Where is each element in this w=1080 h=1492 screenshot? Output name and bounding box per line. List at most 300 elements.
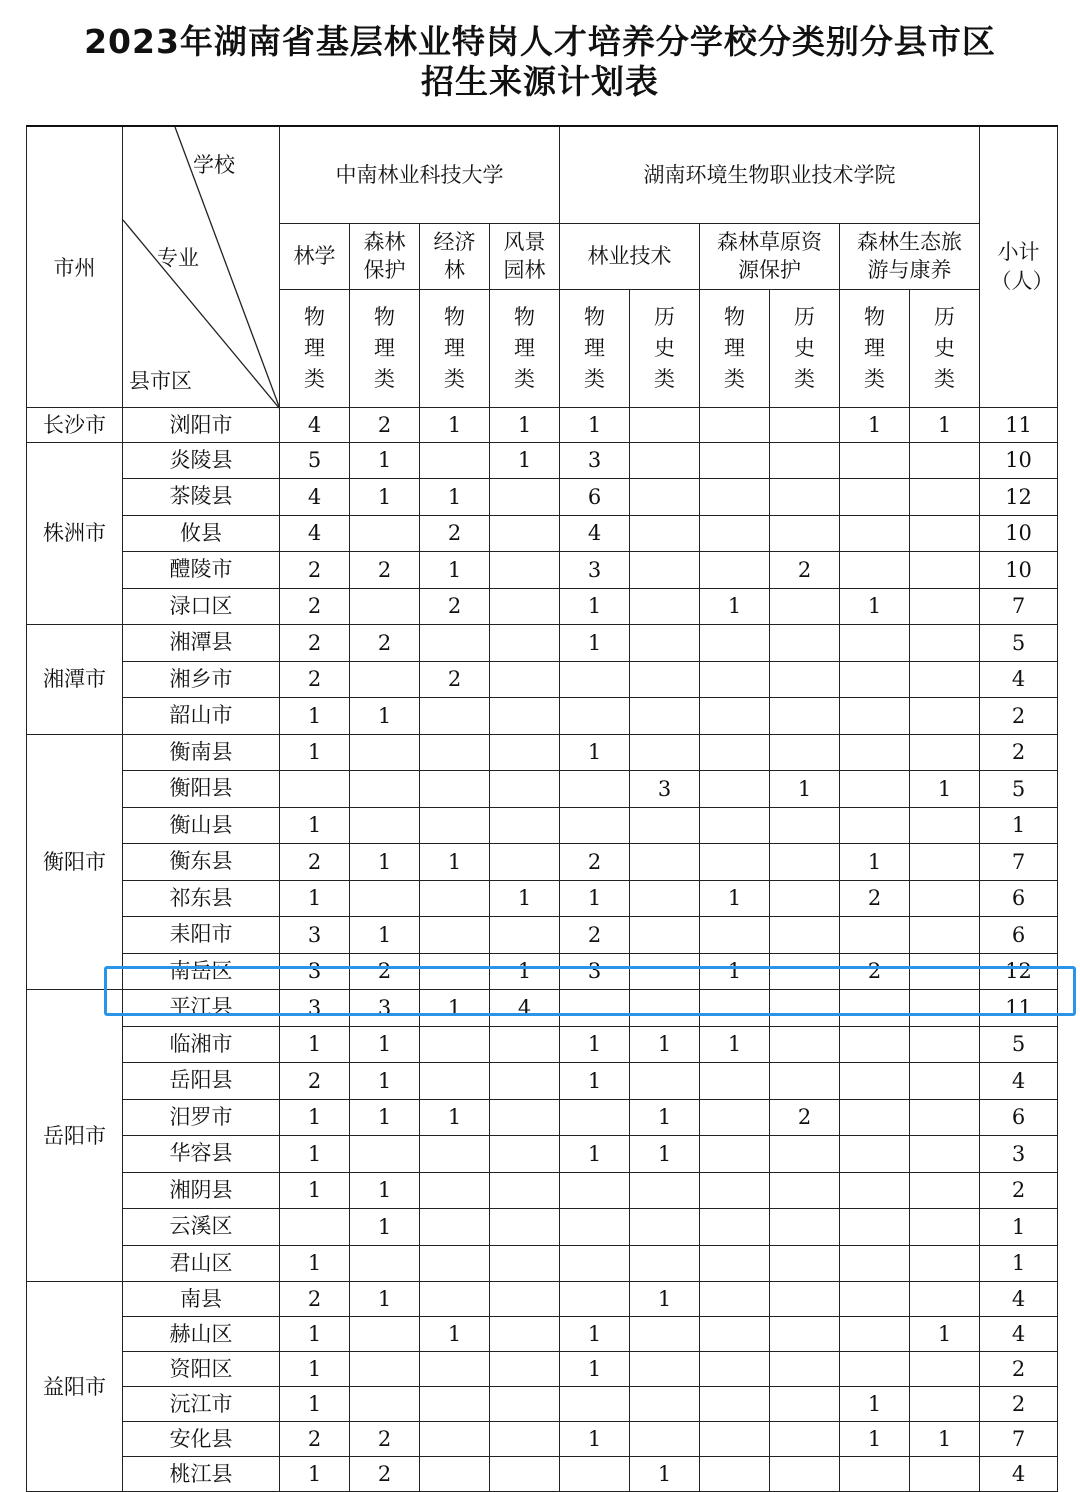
header-major-forestry-tech: 林业技术 (560, 223, 700, 289)
value-cell (420, 1245, 490, 1282)
value-cell: 1 (840, 1387, 910, 1422)
value-cell (910, 698, 980, 735)
table-row (27, 661, 1058, 698)
value-cell: 1 (560, 734, 630, 771)
value-cell: 2 (280, 1063, 350, 1100)
county-cell: 平江县 (123, 990, 280, 1027)
value-cell (910, 1352, 980, 1387)
value-cell (700, 917, 770, 954)
value-cell (910, 1172, 980, 1209)
value-cell (490, 734, 560, 771)
table-row (27, 734, 1058, 771)
table-body (27, 407, 1058, 1492)
value-cell: 2 (350, 1457, 420, 1492)
value-cell (770, 1352, 840, 1387)
value-cell: 2 (840, 953, 910, 990)
value-cell (490, 1172, 560, 1209)
table-row (27, 588, 1058, 625)
table-row (27, 1136, 1058, 1173)
value-cell (350, 734, 420, 771)
table-row (27, 1317, 1058, 1352)
value-cell (700, 1172, 770, 1209)
value-cell (630, 844, 700, 881)
subtotal-cell: 5 (980, 625, 1058, 662)
header-major-landscape: 风景园林 (490, 223, 560, 289)
value-cell: 4 (280, 479, 350, 516)
value-cell: 1 (630, 1136, 700, 1173)
value-cell (770, 1172, 840, 1209)
value-cell (840, 917, 910, 954)
table-row (27, 1245, 1058, 1282)
value-cell (840, 771, 910, 808)
value-cell (420, 1422, 490, 1457)
diag-label-school: 学校 (193, 153, 235, 177)
value-cell (910, 1136, 980, 1173)
subtotal-cell: 4 (980, 1063, 1058, 1100)
subtotal-cell: 2 (980, 734, 1058, 771)
value-cell: 1 (700, 1026, 770, 1063)
value-cell (700, 1063, 770, 1100)
header-major-forestry: 林学 (280, 223, 350, 289)
value-cell: 1 (280, 1172, 350, 1209)
value-cell (630, 661, 700, 698)
header-cat-hist: 历史类 (630, 289, 700, 407)
subtotal-cell: 2 (980, 698, 1058, 735)
subtotal-cell: 5 (980, 771, 1058, 808)
value-cell (700, 1352, 770, 1387)
value-cell: 2 (560, 844, 630, 881)
value-cell (560, 1457, 630, 1492)
table-row (27, 479, 1058, 516)
value-cell (490, 771, 560, 808)
county-cell: 临湘市 (123, 1026, 280, 1063)
value-cell (630, 407, 700, 442)
header-cat-phys: 物理类 (280, 289, 350, 407)
value-cell: 1 (560, 1026, 630, 1063)
city-cell: 衡阳市 (27, 734, 123, 990)
subtotal-cell: 12 (980, 479, 1058, 516)
value-cell: 1 (350, 917, 420, 954)
value-cell: 1 (840, 844, 910, 881)
county-cell: 南岳区 (123, 953, 280, 990)
value-cell (420, 917, 490, 954)
table-row (27, 1209, 1058, 1246)
table-row (27, 844, 1058, 881)
city-cell: 益阳市 (27, 1282, 123, 1492)
value-cell (770, 661, 840, 698)
value-cell (770, 1136, 840, 1173)
value-cell: 3 (560, 552, 630, 589)
subtotal-cell: 1 (980, 1209, 1058, 1246)
table-row (27, 552, 1058, 589)
value-cell (350, 1387, 420, 1422)
value-cell (840, 1026, 910, 1063)
value-cell: 1 (560, 880, 630, 917)
value-cell (490, 1063, 560, 1100)
county-cell: 祁东县 (123, 880, 280, 917)
value-cell (350, 1136, 420, 1173)
value-cell (840, 1136, 910, 1173)
value-cell (420, 1209, 490, 1246)
value-cell: 1 (630, 1457, 700, 1492)
value-cell: 4 (280, 407, 350, 442)
value-cell: 1 (770, 771, 840, 808)
value-cell (490, 1282, 560, 1317)
value-cell (560, 1172, 630, 1209)
value-cell (350, 588, 420, 625)
value-cell (910, 515, 980, 552)
value-cell (490, 1026, 560, 1063)
value-cell: 1 (560, 1422, 630, 1457)
value-cell (630, 479, 700, 516)
value-cell (490, 661, 560, 698)
value-cell: 1 (560, 625, 630, 662)
value-cell: 3 (280, 990, 350, 1027)
value-cell (420, 1352, 490, 1387)
value-cell (910, 734, 980, 771)
value-cell: 1 (280, 880, 350, 917)
value-cell: 3 (560, 953, 630, 990)
value-cell (910, 1026, 980, 1063)
diag-label-county: 县市区 (129, 369, 192, 393)
value-cell (910, 588, 980, 625)
value-cell (630, 807, 700, 844)
value-cell (770, 1245, 840, 1282)
value-cell (490, 1317, 560, 1352)
value-cell (420, 1172, 490, 1209)
header-cat-phys: 物理类 (350, 289, 420, 407)
header-cat-phys: 物理类 (700, 289, 770, 407)
table-row (27, 625, 1058, 662)
table-row (27, 1282, 1058, 1317)
value-cell (630, 515, 700, 552)
value-cell: 1 (420, 1317, 490, 1352)
value-cell: 2 (280, 844, 350, 881)
value-cell: 1 (700, 588, 770, 625)
county-cell: 衡东县 (123, 844, 280, 881)
value-cell (770, 844, 840, 881)
value-cell (700, 1457, 770, 1492)
value-cell (840, 1209, 910, 1246)
value-cell (420, 1063, 490, 1100)
city-cell: 湘潭市 (27, 625, 123, 735)
value-cell (490, 844, 560, 881)
county-cell: 湘阴县 (123, 1172, 280, 1209)
value-cell: 1 (280, 1387, 350, 1422)
table-row (27, 1172, 1058, 1209)
value-cell: 4 (560, 515, 630, 552)
subtotal-cell: 6 (980, 1099, 1058, 1136)
table-row (27, 771, 1058, 808)
table-row (27, 1063, 1058, 1100)
value-cell (910, 1063, 980, 1100)
value-cell: 1 (350, 1026, 420, 1063)
county-cell: 湘潭县 (123, 625, 280, 662)
value-cell: 2 (420, 661, 490, 698)
value-cell: 5 (280, 442, 350, 479)
subtotal-cell: 6 (980, 880, 1058, 917)
value-cell (700, 807, 770, 844)
value-cell (840, 807, 910, 844)
subtotal-cell: 10 (980, 442, 1058, 479)
value-cell: 1 (280, 1352, 350, 1387)
value-cell: 2 (280, 625, 350, 662)
value-cell: 1 (350, 479, 420, 516)
diagonal-header-cell (123, 126, 280, 407)
value-cell (840, 479, 910, 516)
value-cell (490, 552, 560, 589)
header-major-economic-forest: 经济林 (420, 223, 490, 289)
value-cell (700, 844, 770, 881)
value-cell (490, 1352, 560, 1387)
value-cell (700, 1282, 770, 1317)
value-cell: 1 (280, 1136, 350, 1173)
value-cell: 1 (280, 1245, 350, 1282)
value-cell (700, 1317, 770, 1352)
value-cell: 1 (350, 1099, 420, 1136)
value-cell (840, 442, 910, 479)
subtotal-cell: 7 (980, 844, 1058, 881)
value-cell: 1 (280, 1317, 350, 1352)
table-row (27, 1099, 1058, 1136)
county-cell: 华容县 (123, 1136, 280, 1173)
value-cell (700, 552, 770, 589)
value-cell: 3 (350, 990, 420, 1027)
value-cell: 1 (280, 734, 350, 771)
city-cell: 岳阳市 (27, 990, 123, 1282)
title-line-2: 招生来源计划表 (421, 62, 659, 101)
value-cell: 2 (560, 917, 630, 954)
value-cell: 2 (350, 407, 420, 442)
value-cell: 1 (350, 844, 420, 881)
value-cell (840, 625, 910, 662)
value-cell: 1 (910, 407, 980, 442)
value-cell (490, 1209, 560, 1246)
value-cell (630, 1352, 700, 1387)
value-cell: 1 (840, 588, 910, 625)
value-cell: 1 (420, 479, 490, 516)
value-cell (560, 1282, 630, 1317)
table-row (27, 407, 1058, 442)
value-cell: 3 (280, 917, 350, 954)
header-cat-phys: 物理类 (840, 289, 910, 407)
value-cell (770, 1209, 840, 1246)
subtotal-cell: 10 (980, 552, 1058, 589)
value-cell (280, 1209, 350, 1246)
value-cell (910, 625, 980, 662)
value-cell (910, 807, 980, 844)
value-cell (560, 1099, 630, 1136)
subtotal-cell: 4 (980, 661, 1058, 698)
county-cell: 岳阳县 (123, 1063, 280, 1100)
value-cell (770, 1282, 840, 1317)
county-cell: 醴陵市 (123, 552, 280, 589)
header-cat-phys: 物理类 (490, 289, 560, 407)
value-cell: 2 (420, 515, 490, 552)
value-cell (700, 1099, 770, 1136)
value-cell: 1 (490, 880, 560, 917)
value-cell (630, 1209, 700, 1246)
value-cell: 1 (350, 1063, 420, 1100)
value-cell (630, 1387, 700, 1422)
value-cell (770, 1422, 840, 1457)
value-cell (420, 1457, 490, 1492)
value-cell (910, 1209, 980, 1246)
county-cell: 衡山县 (123, 807, 280, 844)
value-cell: 1 (280, 1099, 350, 1136)
header-cat-hist: 历史类 (910, 289, 980, 407)
value-cell (630, 1422, 700, 1457)
county-cell: 沅江市 (123, 1387, 280, 1422)
value-cell: 1 (630, 1282, 700, 1317)
county-cell: 南县 (123, 1282, 280, 1317)
city-cell: 长沙市 (27, 407, 123, 442)
subtotal-cell: 1 (980, 807, 1058, 844)
subtotal-cell: 10 (980, 515, 1058, 552)
value-cell (420, 625, 490, 662)
value-cell (700, 479, 770, 516)
value-cell (630, 625, 700, 662)
value-cell: 2 (350, 552, 420, 589)
value-cell (700, 698, 770, 735)
value-cell (840, 698, 910, 735)
value-cell (350, 515, 420, 552)
subtotal-cell: 11 (980, 990, 1058, 1027)
county-cell: 君山区 (123, 1245, 280, 1282)
value-cell (770, 588, 840, 625)
value-cell (770, 625, 840, 662)
value-cell (840, 1282, 910, 1317)
subtotal-cell: 2 (980, 1387, 1058, 1422)
value-cell: 2 (770, 1099, 840, 1136)
value-cell: 1 (560, 1063, 630, 1100)
county-cell: 浏阳市 (123, 407, 280, 442)
table-row (27, 1352, 1058, 1387)
value-cell (560, 807, 630, 844)
value-cell (630, 442, 700, 479)
county-cell: 炎陵县 (123, 442, 280, 479)
value-cell (350, 661, 420, 698)
value-cell (840, 1172, 910, 1209)
enrollment-plan-table (26, 125, 1058, 1492)
value-cell: 1 (350, 442, 420, 479)
value-cell (700, 515, 770, 552)
value-cell (770, 442, 840, 479)
value-cell (630, 552, 700, 589)
value-cell (630, 1245, 700, 1282)
subtotal-cell: 2 (980, 1172, 1058, 1209)
county-cell: 资阳区 (123, 1352, 280, 1387)
value-cell (560, 1387, 630, 1422)
header-major-forest-protection: 森林保护 (350, 223, 420, 289)
value-cell (770, 407, 840, 442)
value-cell: 1 (840, 407, 910, 442)
subtotal-cell: 4 (980, 1457, 1058, 1492)
value-cell (840, 1352, 910, 1387)
table-row (27, 698, 1058, 735)
value-cell (490, 1387, 560, 1422)
value-cell (910, 552, 980, 589)
value-cell (840, 1099, 910, 1136)
value-cell: 3 (560, 442, 630, 479)
value-cell: 1 (420, 552, 490, 589)
value-cell: 2 (350, 625, 420, 662)
value-cell (770, 1026, 840, 1063)
value-cell: 1 (350, 698, 420, 735)
table-row (27, 1026, 1058, 1063)
table-row (27, 515, 1058, 552)
value-cell (770, 917, 840, 954)
value-cell (420, 880, 490, 917)
value-cell (630, 698, 700, 735)
value-cell: 2 (280, 588, 350, 625)
value-cell (490, 807, 560, 844)
value-cell (420, 698, 490, 735)
value-cell (840, 734, 910, 771)
subtotal-cell: 6 (980, 917, 1058, 954)
value-cell: 1 (490, 953, 560, 990)
value-cell: 1 (560, 1317, 630, 1352)
value-cell: 1 (560, 407, 630, 442)
value-cell: 1 (560, 1352, 630, 1387)
value-cell: 2 (350, 1422, 420, 1457)
value-cell (770, 880, 840, 917)
subtotal-cell: 7 (980, 1422, 1058, 1457)
header-school-hnebp: 湖南环境生物职业技术学院 (560, 126, 980, 223)
value-cell: 4 (490, 990, 560, 1027)
value-cell (490, 515, 560, 552)
value-cell: 2 (280, 661, 350, 698)
value-cell: 1 (560, 588, 630, 625)
header-school-csuft: 中南林业科技大学 (280, 126, 560, 223)
subtotal-cell: 4 (980, 1282, 1058, 1317)
value-cell: 1 (420, 990, 490, 1027)
header-subtotal: 小计（人） (980, 126, 1058, 407)
value-cell (910, 479, 980, 516)
value-cell: 1 (700, 880, 770, 917)
value-cell: 2 (840, 880, 910, 917)
value-cell: 2 (770, 552, 840, 589)
value-cell (630, 880, 700, 917)
value-cell (350, 807, 420, 844)
value-cell (490, 1099, 560, 1136)
table-row (27, 1457, 1058, 1492)
value-cell (490, 1245, 560, 1282)
value-cell (700, 407, 770, 442)
value-cell (840, 1063, 910, 1100)
value-cell: 2 (280, 1422, 350, 1457)
header-cat-hist: 历史类 (770, 289, 840, 407)
value-cell (910, 1282, 980, 1317)
value-cell (490, 1422, 560, 1457)
value-cell (420, 807, 490, 844)
value-cell (840, 552, 910, 589)
value-cell (700, 1245, 770, 1282)
value-cell: 2 (420, 588, 490, 625)
value-cell (420, 771, 490, 808)
value-cell (770, 515, 840, 552)
value-cell (350, 1317, 420, 1352)
value-cell (910, 661, 980, 698)
value-cell (560, 661, 630, 698)
value-cell (350, 880, 420, 917)
county-cell: 赫山区 (123, 1317, 280, 1352)
value-cell (490, 479, 560, 516)
value-cell: 1 (630, 1099, 700, 1136)
value-cell: 1 (420, 1099, 490, 1136)
value-cell (770, 734, 840, 771)
value-cell: 2 (280, 552, 350, 589)
